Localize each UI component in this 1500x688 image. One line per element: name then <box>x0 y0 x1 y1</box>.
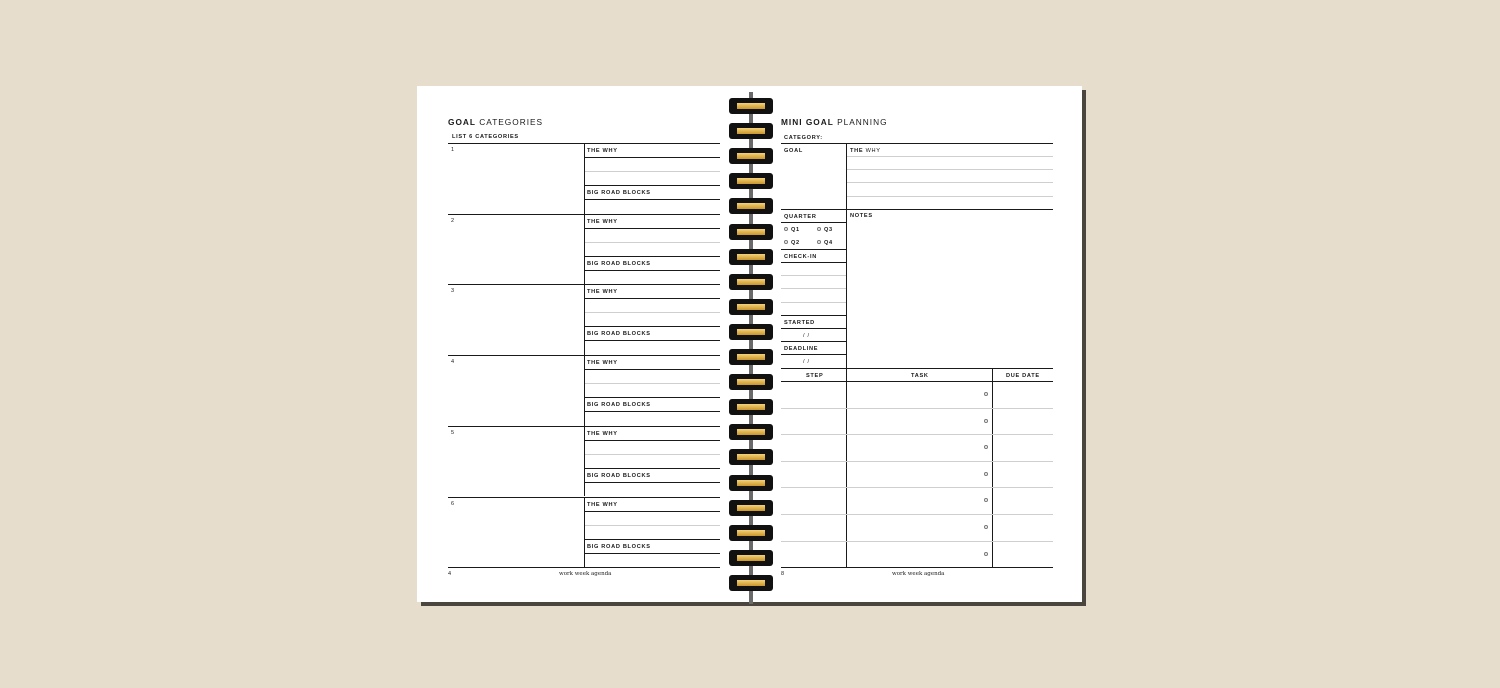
why-line <box>847 169 1053 170</box>
right-page-title: MINI GOAL PLANNING <box>781 117 888 127</box>
goal-section-rule <box>781 209 1053 210</box>
why-line <box>585 298 720 299</box>
deadline-rule <box>781 341 846 342</box>
started-rule <box>781 315 846 316</box>
category-divider <box>584 214 585 285</box>
category-divider <box>584 143 585 214</box>
category-divider <box>584 426 585 497</box>
why-line <box>585 397 720 398</box>
q4-label: Q4 <box>824 240 833 246</box>
the-why-label: THE WHY <box>587 218 618 225</box>
task-checkbox[interactable] <box>984 392 988 396</box>
started-line <box>781 328 846 329</box>
q2-label: Q2 <box>791 240 800 246</box>
checkin-line <box>781 262 846 263</box>
right-page-number: 8 <box>781 571 785 577</box>
q1-label: Q1 <box>791 227 800 233</box>
spiral-ring <box>729 424 773 440</box>
why-line <box>585 326 720 327</box>
spiral-ring <box>729 198 773 214</box>
spiral-ring <box>729 374 773 390</box>
category-number: 4 <box>451 359 455 366</box>
right-bottom-rule <box>781 567 1053 568</box>
spiral-ring <box>729 449 773 465</box>
q3-checkbox[interactable] <box>817 227 821 231</box>
task-row-line <box>781 408 1053 409</box>
checkin-line <box>781 275 846 276</box>
left-bottom-rule <box>448 567 720 568</box>
notes-label: NOTES <box>850 213 873 219</box>
task-table-top-rule <box>781 368 1053 369</box>
step-header: STEP <box>806 373 824 379</box>
task-row-line <box>781 514 1053 515</box>
category-number: 2 <box>451 217 455 224</box>
task-checkbox[interactable] <box>984 472 988 476</box>
blocks-line <box>585 411 720 412</box>
checkin-line <box>781 302 846 303</box>
task-table-divider <box>846 368 847 567</box>
left-footer: work week agenda <box>559 571 612 577</box>
left-page-number: 4 <box>448 571 452 577</box>
started-label: STARTED <box>784 320 815 326</box>
started-date-field[interactable]: / / <box>803 333 810 339</box>
spiral-ring <box>729 475 773 491</box>
deadline-line <box>781 354 846 355</box>
spiral-ring <box>729 98 773 114</box>
why-line <box>585 454 720 455</box>
task-row-line <box>781 461 1053 462</box>
why-line <box>847 182 1053 183</box>
due-date-header: DUE DATE <box>1006 373 1040 379</box>
task-row-line <box>781 434 1053 435</box>
spiral-ring <box>729 500 773 516</box>
the-why-label: THE WHY <box>587 430 618 437</box>
why-line <box>585 228 720 229</box>
task-row-line <box>781 541 1053 542</box>
spiral-ring <box>729 349 773 365</box>
task-row-line <box>781 487 1053 488</box>
task-checkbox[interactable] <box>984 525 988 529</box>
q3-label: Q3 <box>824 227 833 233</box>
q1-checkbox[interactable] <box>784 227 788 231</box>
spiral-ring <box>729 575 773 591</box>
checkin-label: CHECK-IN <box>784 254 817 260</box>
checkin-line <box>781 288 846 289</box>
category-number: 6 <box>451 500 455 507</box>
blocks-line <box>585 482 720 483</box>
quarter-label: QUARTER <box>784 214 817 220</box>
big-road-blocks-label: BIG ROAD BLOCKS <box>587 190 651 196</box>
the-why-label: THE WHY <box>587 360 618 367</box>
big-road-blocks-label: BIG ROAD BLOCKS <box>587 402 651 409</box>
category-number: 5 <box>451 429 455 436</box>
spiral-ring <box>729 299 773 315</box>
spiral-ring <box>729 274 773 290</box>
why-line <box>585 312 720 313</box>
left-page-title: GOAL CATEGORIES <box>448 117 544 127</box>
blocks-line <box>585 340 720 341</box>
category-divider <box>584 355 585 426</box>
why-line <box>585 468 720 469</box>
checkin-rule <box>781 249 846 250</box>
deadline-label: DEADLINE <box>784 346 819 352</box>
task-table-header-rule <box>781 381 1053 382</box>
goal-label: GOAL <box>784 148 803 154</box>
why-line <box>585 539 720 540</box>
why-line <box>585 256 720 257</box>
the-why-label: THE WHY <box>587 289 618 296</box>
blocks-line <box>585 199 720 200</box>
right-footer: work week agenda <box>892 571 945 577</box>
spiral-ring <box>729 550 773 566</box>
category-divider <box>584 284 585 355</box>
the-why-label: THE WHY <box>587 148 618 154</box>
big-road-blocks-label: BIG ROAD BLOCKS <box>587 543 651 550</box>
why-line <box>585 369 720 370</box>
why-line <box>585 525 720 526</box>
right-top-rule <box>781 143 1053 144</box>
category-number: 1 <box>451 147 455 153</box>
category-number: 3 <box>451 288 455 295</box>
blocks-line <box>585 553 720 554</box>
left-page-subtitle: LIST 6 CATEGORIES <box>452 134 519 140</box>
why-line <box>585 157 720 158</box>
spiral-ring <box>729 399 773 415</box>
why-line <box>847 156 1053 157</box>
why-line <box>585 440 720 441</box>
big-road-blocks-label: BIG ROAD BLOCKS <box>587 331 651 338</box>
why-label: THE WHY <box>850 148 881 154</box>
task-checkbox[interactable] <box>984 419 988 423</box>
category-label: CATEGORY: <box>784 135 823 141</box>
task-checkbox[interactable] <box>984 552 988 556</box>
task-header: TASK <box>911 373 929 379</box>
task-table-divider <box>992 368 993 567</box>
why-line <box>585 511 720 512</box>
spiral-ring <box>729 123 773 139</box>
why-line <box>585 242 720 243</box>
q4-checkbox[interactable] <box>817 240 821 244</box>
spiral-ring <box>729 324 773 340</box>
blocks-line <box>585 270 720 271</box>
spiral-ring <box>729 249 773 265</box>
big-road-blocks-label: BIG ROAD BLOCKS <box>587 472 651 479</box>
spiral-ring <box>729 525 773 541</box>
why-line <box>847 196 1053 197</box>
why-line <box>585 185 720 186</box>
quarter-rule <box>781 222 846 223</box>
right-column-divider <box>846 143 847 368</box>
spiral-ring <box>729 173 773 189</box>
spiral-ring <box>729 148 773 164</box>
q2-checkbox[interactable] <box>784 240 788 244</box>
deadline-date-field[interactable]: / / <box>803 359 810 365</box>
spiral-ring <box>729 224 773 240</box>
big-road-blocks-label: BIG ROAD BLOCKS <box>587 260 651 267</box>
why-line <box>585 171 720 172</box>
category-divider <box>584 497 585 568</box>
the-why-label: THE WHY <box>587 501 618 508</box>
why-line <box>585 383 720 384</box>
